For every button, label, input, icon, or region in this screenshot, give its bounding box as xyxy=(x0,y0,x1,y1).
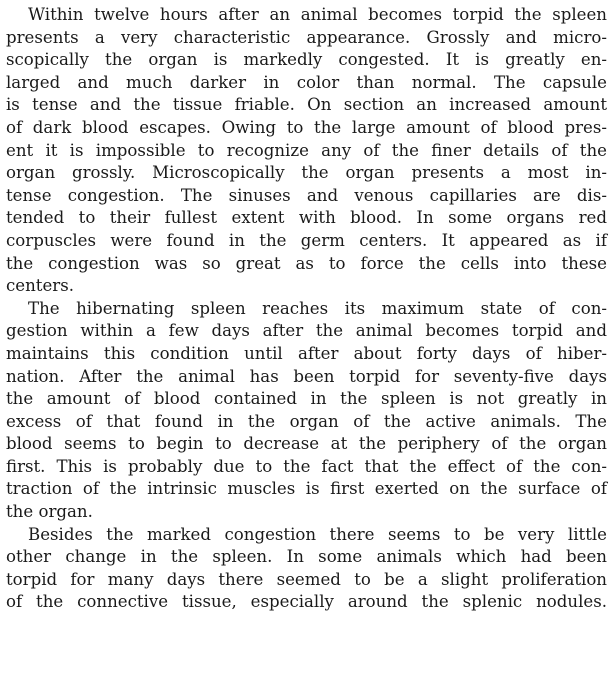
text-line: Besides the marked congestion there seems to be very little xyxy=(28,524,607,544)
text-line: The hibernating spleen reaches its maximum state of con- xyxy=(28,298,607,318)
text-line: centers. xyxy=(6,276,75,296)
text-line: torpid for many days there seemed to be a slight proliferation xyxy=(6,569,607,589)
text-line: gestion within a few days after the animal becomes torpid and xyxy=(6,321,607,341)
text-line: ent it is impossible to recognize any of the finer details of the xyxy=(6,140,607,160)
text-line: the organ. xyxy=(6,502,93,522)
text-line: of dark blood escapes. Owing to the large amount of blood pres- xyxy=(6,117,607,137)
paragraph-maximum-congestion xyxy=(6,298,607,524)
text-line: other change in the spleen. In some animals which had been xyxy=(6,547,607,567)
text-line: excess of that found in the organ of the active animals. The xyxy=(6,411,607,431)
paragraph-torpid-spleen xyxy=(6,4,607,298)
text-line: larged and much darker in color than normal. The capsule xyxy=(6,72,607,92)
text-line: nation. After the animal has been torpid for seventy-five days xyxy=(6,366,607,386)
text-line: traction of the intrinsic muscles is first exerted on the surface of xyxy=(6,479,607,499)
text-line: corpuscles were found in the germ centers. It appeared as if xyxy=(6,230,607,250)
text-line: the amount of blood contained in the spleen is not greatly in xyxy=(6,389,607,409)
text-line: maintains this condition until after about forty days of hiber- xyxy=(6,343,607,363)
text-line: presents a very characteristic appearance. Grossly and micro- xyxy=(6,27,607,47)
text-line: the congestion was so great as to force the cells into these xyxy=(6,253,607,273)
text-line: organ grossly. Microscopically the organ presents a most in- xyxy=(6,163,607,183)
text-line: of the connective tissue, especially around the splenic nodules. xyxy=(6,592,607,612)
text-line: Within twelve hours after an animal becomes torpid the spleen xyxy=(28,5,607,24)
text-line: is tense and the tissue friable. On section an increased amount xyxy=(6,95,607,115)
text-line: tended to their fullest extent with blood. In some organs red xyxy=(6,208,607,228)
text-line: first. This is probably due to the fact that the effect of the con- xyxy=(6,456,607,476)
text-line: scopically the organ is markedly congested. It is greatly en- xyxy=(6,50,607,70)
text-line: blood seems to begin to decrease at the periphery of the organ xyxy=(6,434,607,454)
paragraph-other-changes xyxy=(6,524,607,614)
text-line: tense congestion. The sinuses and venous capillaries are dis- xyxy=(6,185,607,205)
